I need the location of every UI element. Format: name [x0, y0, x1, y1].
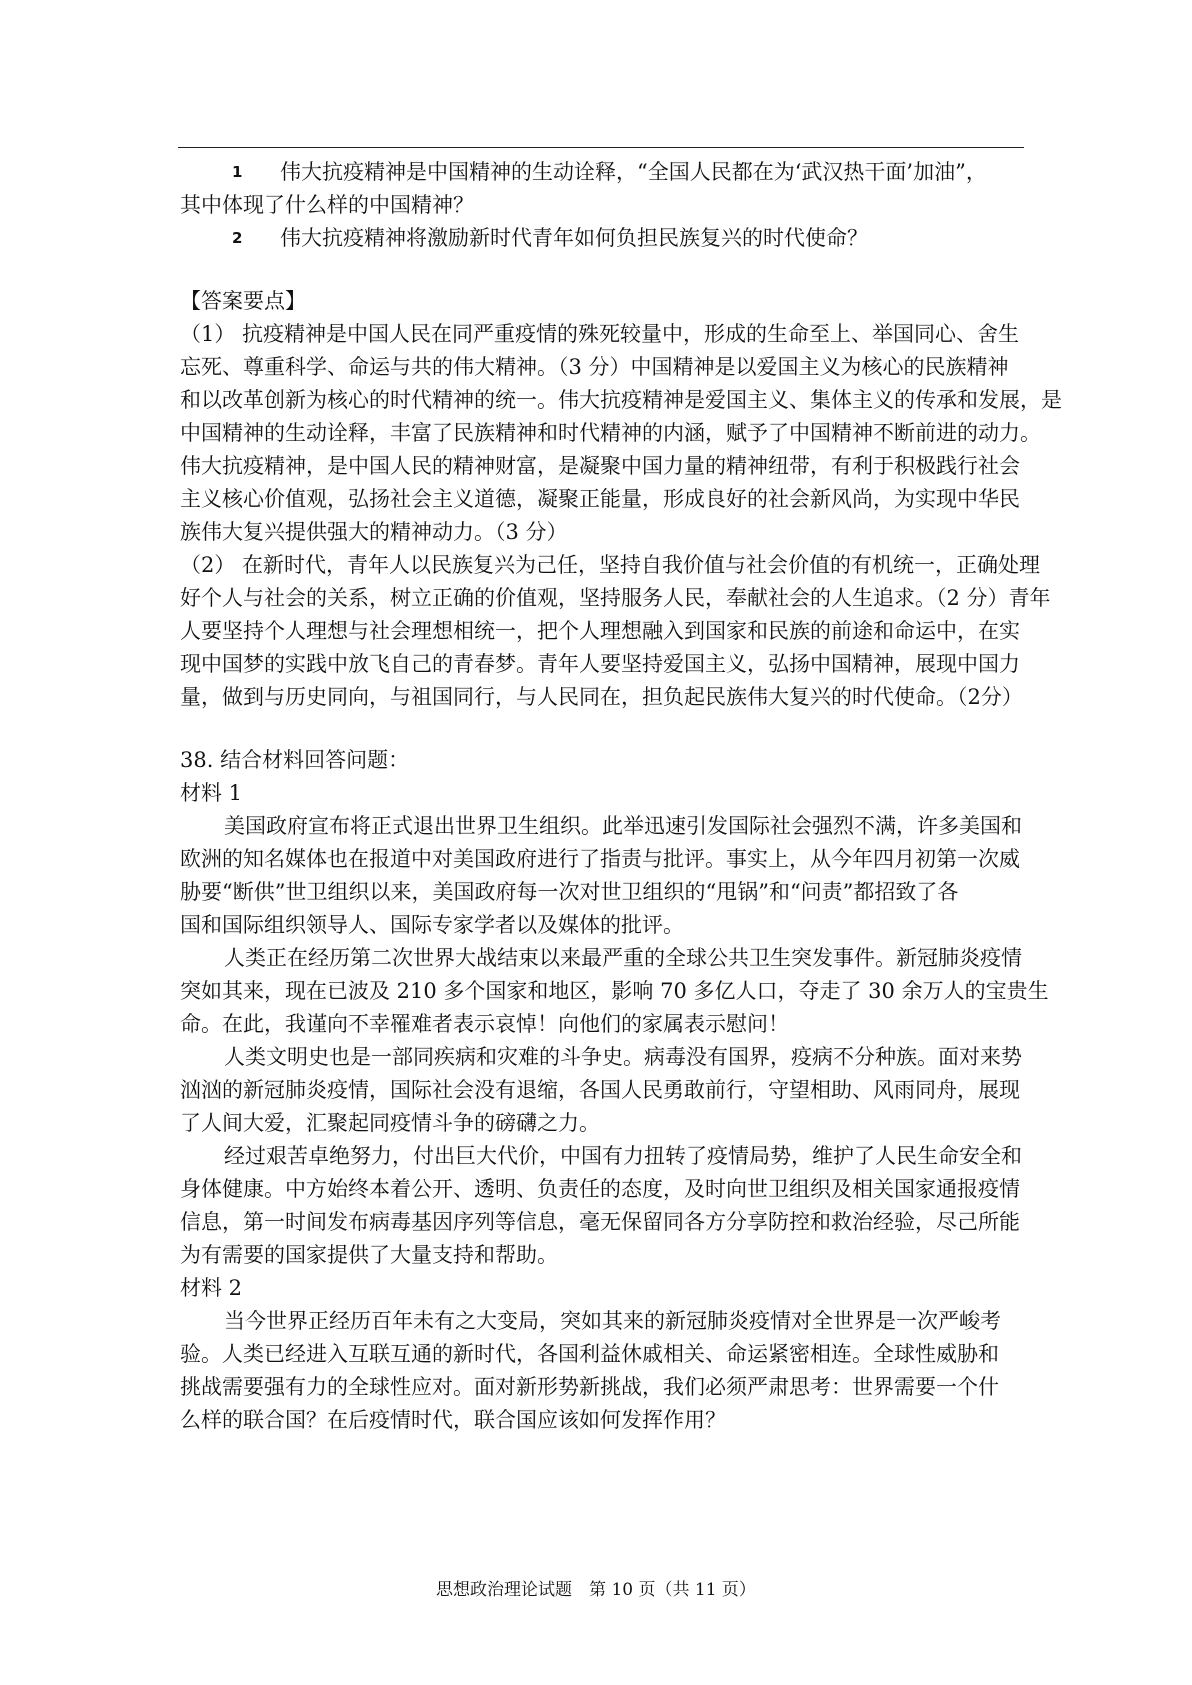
answer-line: 伟大抗疫精神，是中国人民的精神财富，是凝聚中国力量的精神纽带，有利于积极践行社会: [180, 454, 1020, 478]
header-rule: [178, 147, 1024, 148]
page-footer: 思想政治理论试题 第 10 页（共 11 页）: [436, 1580, 756, 1600]
material-1-paragraph: [180, 942, 1049, 1041]
paragraph-line: 么样的联合国？在后疫情时代，联合国应该如何发挥作用？: [180, 1408, 726, 1432]
material-2-paragraph: [180, 1305, 1026, 1437]
answer-line: 好个人与社会的关系，树立正确的价值观，坚持服务人民，奉献社会的人生追求。（2 分）青年: [180, 586, 1051, 610]
answer-line: 主义核心价值观，弘扬社会主义道德，凝聚正能量，形成良好的社会新风尚，为实现中华民: [180, 487, 1020, 511]
paragraph-line: 胁要“断供”世卫组织以来，美国政府每一次对世卫组织的“甩锅”和“问责”都招致了各: [180, 880, 959, 904]
answer-line: 量，做到与历史同向，与祖国同行，与人民同在，担负起民族伟大复兴的时代使命。（2分）: [180, 685, 1023, 709]
question-1: [180, 156, 1026, 189]
paragraph-line: 人类正在经历第二次世界大战结束以来最严重的全球公共卫生突发事件。新冠肺炎疫情: [224, 946, 1022, 970]
answer-line: （2） 在新时代，青年人以民族复兴为己任，坚持自我价值与社会价值的有机统一，正确处理: [180, 553, 1041, 577]
question-1-continuation: 其中体现了什么样的中国精神？: [180, 193, 474, 217]
paragraph-line: 经过艰苦卓绝努力，付出巨大代价，中国有力扭转了疫情局势，维护了人民生命安全和: [224, 1144, 1022, 1168]
question-38-title: 38. 结合材料回答问题：: [180, 748, 410, 772]
answer-heading: 【答案要点】: [180, 289, 306, 313]
answer-part-2: [180, 549, 1051, 714]
answer-line: 人要坚持个人理想与社会理想相统一，把个人理想融入到国家和民族的前途和命运中，在实: [180, 619, 1020, 643]
paragraph-line: 当今世界正经历百年未有之大变局，突如其来的新冠肺炎疫情对全世界是一次严峻考: [224, 1309, 1001, 1333]
paragraph-line: 美国政府宣布将正式退出世界卫生组织。此举迅速引发国际社会强烈不满，许多美国和: [224, 814, 1022, 838]
paragraph-line: 为有需要的国家提供了大量支持和帮助。: [180, 1243, 558, 1267]
answer-line: 族伟大复兴提供强大的精神动力。（3 分）: [180, 520, 568, 544]
answer-line: 和以改革创新为核心的时代精神的统一。伟大抗疫精神是爱国主义、集体主义的传承和发展，是: [180, 388, 1062, 412]
material-1-paragraph: [180, 1140, 1026, 1272]
paragraph-line: 突如其来，现在已波及 210 多个国家和地区，影响 70 多亿人口，夺走了 30 余万人的宝贵生: [180, 979, 1049, 1003]
paragraph-line: 国和国际组织领导人、国际专家学者以及媒体的批评。: [180, 913, 684, 937]
answer-line: （1） 抗疫精神是中国人民在同严重疫情的殊死较量中，形成的生命至上、举国同心、舍生: [180, 322, 1020, 346]
answer-part-1: [180, 318, 1062, 549]
question-2: [180, 222, 1026, 255]
answer-line: 现中国梦的实践中放飞自己的青春梦。青年人要坚持爱国主义，弘扬中国精神，展现中国力: [180, 652, 1020, 676]
material-1-paragraph: [180, 1041, 1026, 1140]
page-content: [180, 156, 1062, 1437]
answer-line: 忘死、尊重科学、命运与共的伟大精神。（3 分）中国精神是以爱国主义为核心的民族精神: [180, 355, 1009, 379]
question-text: 伟大抗疫精神将激励新时代青年如何负担民族复兴的时代使命？: [280, 226, 868, 250]
question-number: 1: [232, 163, 243, 181]
paragraph-line: 人类文明史也是一部同疾病和灾难的斗争史。病毒没有国界，疫病不分种族。面对来势: [224, 1045, 1022, 1069]
paragraph-line: 欧洲的知名媒体也在报道中对美国政府进行了指责与批评。事实上，从今年四月初第一次威: [180, 847, 1020, 871]
material-1-label: 材料 1: [180, 781, 243, 805]
question-text: 伟大抗疫精神是中国精神的生动诠释，“全国人民都在为‘武汉热干面’加油”，: [280, 160, 987, 184]
paragraph-line: 命。在此，我谨向不幸罹难者表示哀悼！向他们的家属表示慰问！: [180, 1012, 789, 1036]
material-2-label: 材料 2: [180, 1276, 243, 1300]
paragraph-line: 了人间大爱，汇聚起同疫情斗争的磅礴之力。: [180, 1111, 600, 1135]
question-number: 2: [232, 229, 243, 247]
answer-line: 中国精神的生动诠释，丰富了民族精神和时代精神的内涵，赋予了中国精神不断前进的动力。: [180, 421, 1041, 445]
paragraph-line: 身体健康。中方始终本着公开、透明、负责任的态度，及时向世卫组织及相关国家通报疫情: [180, 1177, 1020, 1201]
material-1-paragraph: [180, 810, 1026, 942]
paragraph-line: 验。人类已经进入互联互通的新时代，各国利益休戚相关、命运紧密相连。全球性威胁和: [180, 1342, 999, 1366]
paragraph-line: 挑战需要强有力的全球性应对。面对新形势新挑战，我们必须严肃思考：世界需要一个什: [180, 1375, 999, 1399]
paragraph-line: 信息，第一时间发布病毒基因序列等信息，毫无保留同各方分享防控和救治经验，尽己所能: [180, 1210, 1020, 1234]
paragraph-line: 汹汹的新冠肺炎疫情，国际社会没有退缩，各国人民勇敢前行，守望相助、风雨同舟，展现: [180, 1078, 1020, 1102]
